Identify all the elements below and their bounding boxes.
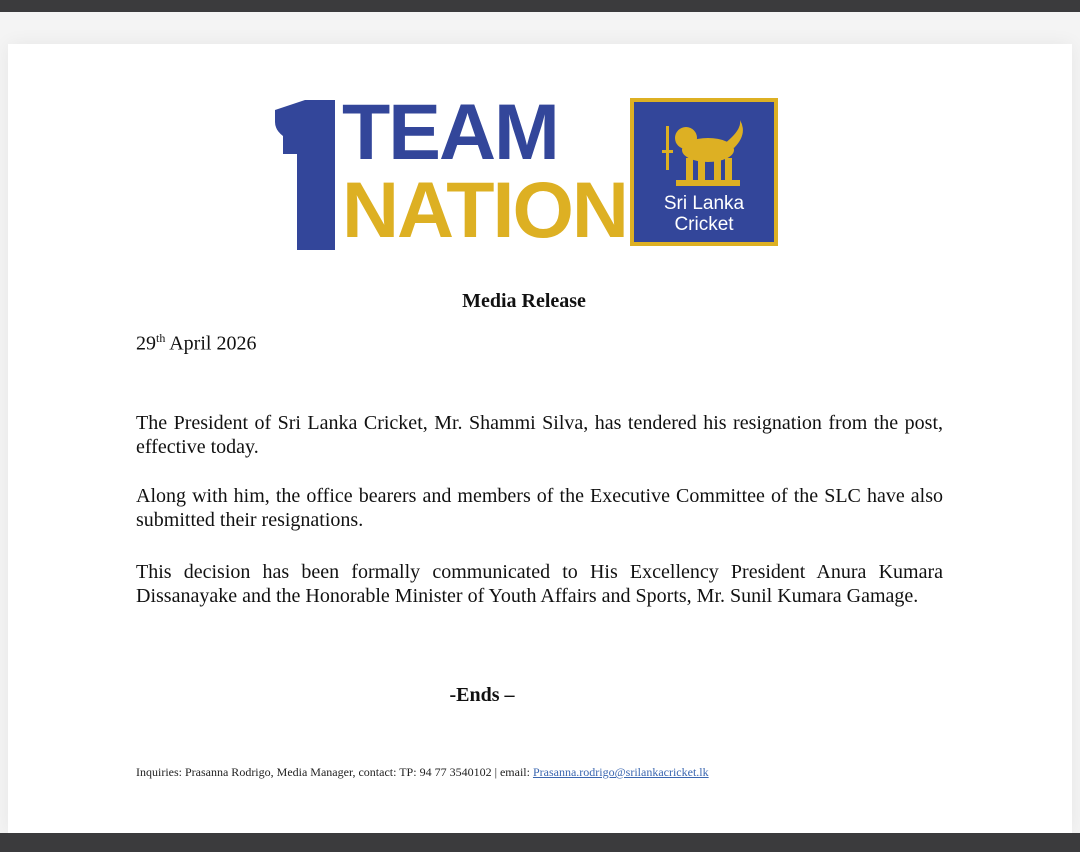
- ends-marker: -Ends –: [449, 684, 515, 706]
- paragraph-communication: This decision has been formally communicated to His Excellency President Anura Kumara Dissanayake and the Honorable Minister of Youth Affairs and Sports, Mr. Sunil Kumara Gamage.: [136, 561, 943, 607]
- date-day: 29: [136, 332, 156, 355]
- date-month-year: April 2026: [165, 332, 257, 355]
- paragraph-resignation: The President of Sri Lanka Cricket, Mr. Shammi Silva, has tendered his resignation from the post, effective today.: [136, 412, 943, 458]
- sri-lanka-cricket-badge: [630, 98, 778, 246]
- badge-text-cricket: Cricket: [674, 214, 734, 235]
- top-dark-bar: [0, 0, 1080, 12]
- logo-word-nation: NATION: [342, 165, 627, 254]
- badge-text-sri-lanka: Sri Lanka: [663, 193, 745, 214]
- date-suffix: th: [156, 331, 166, 345]
- logo-word-team: TEAM: [342, 87, 558, 176]
- paragraph-committee: Along with him, the office bearers and members of the Executive Committee of the SLC have also submitted their resignations.: [136, 485, 943, 531]
- inquiries-text: Inquiries: Prasanna Rodrigo, Media Manager, contact: TP: 94 77 3540102 | email:: [136, 765, 533, 779]
- release-date: [136, 331, 256, 356]
- lion-crest-icon: [662, 120, 748, 192]
- email-link[interactable]: Prasanna.rodrigo@srilankacricket.lk: [532, 765, 709, 779]
- number-one-logo-icon: [275, 100, 335, 250]
- bottom-dark-bar: [0, 833, 1080, 852]
- media-release-heading: Media Release: [462, 290, 586, 312]
- inquiries-footer: [136, 765, 709, 780]
- team-nation-logo: [275, 87, 780, 254]
